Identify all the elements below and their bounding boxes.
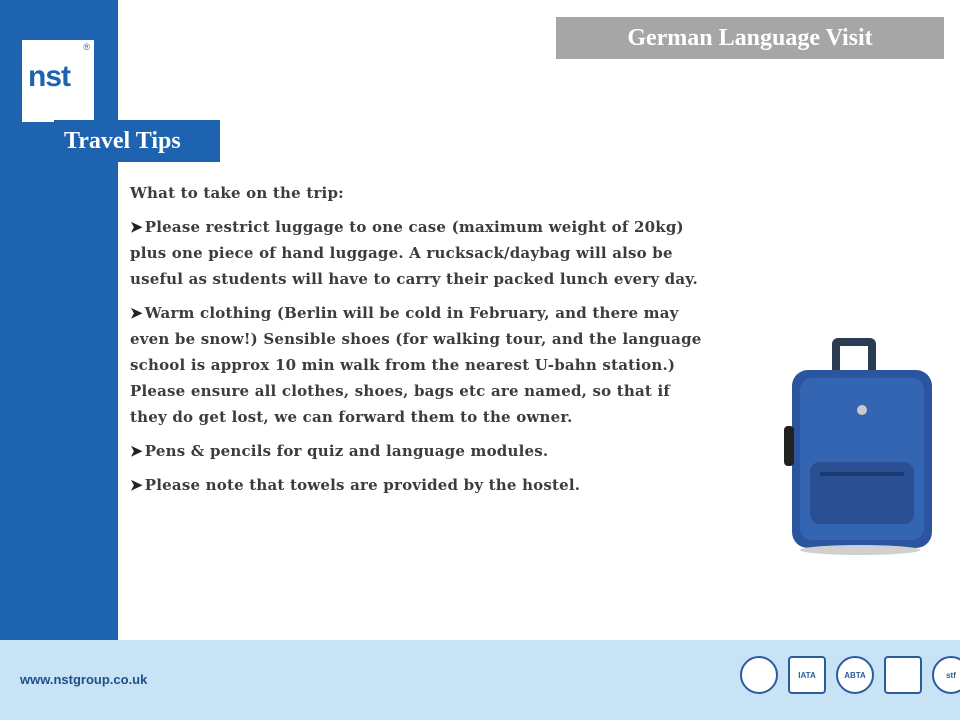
arrow-bullet-icon: ➤ [130,476,143,494]
nst-logo[interactable] [20,38,96,124]
abta-logo: ABTA [836,656,874,694]
intro-text: What to take on the trip: [130,184,344,202]
arrow-bullet-icon: ➤ [130,304,143,322]
accreditation-badge-icon [884,656,922,694]
registered-mark: ® [83,42,90,52]
stf-logo: stf [932,656,960,694]
suitcase-image [770,336,950,556]
website-link[interactable]: www.nstgroup.co.uk [20,672,148,687]
bullet-item: ➤ Pens & pencils for quiz and language modules. [130,442,549,460]
logo-text: nst [28,60,70,93]
bullet-item: ➤ Please note that towels are provided by the hostel. [130,476,581,494]
bullet-item: ➤ Please restrict luggage to one case (maximum weight of 20kg) plus one piece of hand luggage. A rucksack/daybag will also be useful as students will have to carry their packed lunch every day. [130,218,698,288]
page-title: German Language Visit [556,17,944,59]
accreditation-logos [740,656,960,694]
arrow-bullet-icon: ➤ [130,218,143,236]
content-body [130,180,705,506]
bullet-item: ➤ Warm clothing (Berlin will be cold in February, and there may even be snow!) Sensible shoes (for walking tour, and the language school is approx 10 min walk from the nearest U-bahn station.) Please ensure all clothes, shoes, bags etc are named, so that if they do get lost, we can forward them to the owner. [130,304,702,426]
arrow-bullet-icon: ➤ [130,442,143,460]
section-heading: Travel Tips [54,120,220,162]
accreditation-badge-icon [740,656,778,694]
iata-logo: IATA [788,656,826,694]
